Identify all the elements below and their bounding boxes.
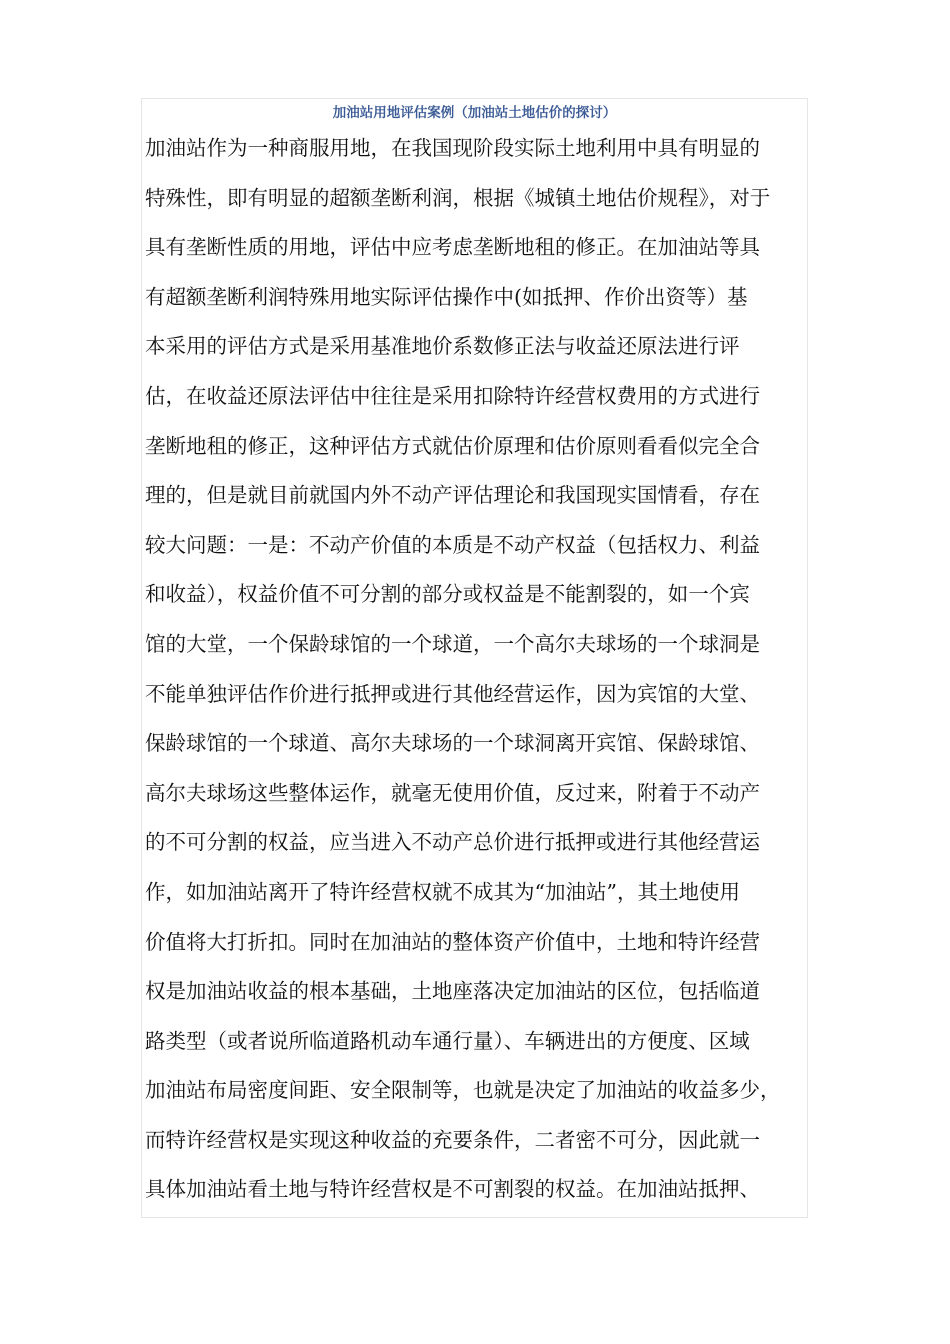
- body-line: 保龄球馆的一个球道、高尔夫球场的一个球洞离开宾馆、保龄球馆、: [145, 731, 760, 756]
- body-line: 高尔夫球场这些整体运作，就毫无使用价值，反过来，附着于不动产: [145, 780, 760, 805]
- body-line: 具有垄断性质的用地，评估中应考虑垄断地租的修正。在加油站等具: [145, 235, 760, 260]
- body-line: 理的，但是就目前就国内外不动产评估理论和我国现实国情看，存在: [145, 483, 760, 508]
- body-line: 具体加油站看土地与特许经营权是不可割裂的权益。在加油站抵押、: [145, 1177, 760, 1202]
- body-line: 价值将大打折扣。同时在加油站的整体资产价值中，土地和特许经营: [145, 929, 760, 954]
- body-line: 作，如加油站离开了特许经营权就不成其为“加油站”，其土地使用: [145, 879, 740, 904]
- body-line: 特殊性，即有明显的超额垄断利润，根据《城镇土地估价规程》，对于: [145, 185, 771, 210]
- body-line: 和收益），权益价值不可分割的部分或权益是不能割裂的，如一个宾: [145, 582, 750, 607]
- body-line: 馆的大堂，一个保龄球馆的一个球道，一个高尔夫球场的一个球洞是: [145, 631, 760, 656]
- body-line: 路类型（或者说所临道路机动车通行量）、车辆进出的方便度、区域: [145, 1028, 750, 1053]
- body-line: 估，在收益还原法评估中往往是采用扣除特许经营权费用的方式进行: [145, 383, 760, 408]
- body-line: 加油站作为一种商服用地，在我国现阶段实际土地利用中具有明显的: [145, 136, 760, 160]
- body-line: 不能单独评估作价进行抵押或进行其他经营运作，因为宾馆的大堂、: [145, 681, 760, 706]
- body-line: 而特许经营权是实现这种收益的充要条件，二者密不可分，因此就一: [145, 1127, 760, 1152]
- document-title: 加油站用地评估案例（加油站土地估价的探讨）: [332, 105, 617, 121]
- body-line: 有超额垄断利润特殊用地实际评估操作中(如抵押、作价出资等）基: [145, 284, 748, 309]
- body-line: 垄断地租的修正，这种评估方式就估价原理和估价原则看看似完全合: [145, 433, 760, 458]
- body-line: 权是加油站收益的根本基础，土地座落决定加油站的区位，包括临道: [145, 979, 760, 1004]
- body-line: 加油站布局密度间距、安全限制等，也就是决定了加油站的收益多少，: [145, 1078, 781, 1103]
- document-body: [145, 124, 815, 1215]
- body-line: 的不可分割的权益，应当进入不动产总价进行抵押或进行其他经营运: [145, 830, 760, 855]
- body-line: 本采用的评估方式是采用基准地价系数修正法与收益还原法进行评: [145, 334, 740, 359]
- body-line: 较大问题：一是：不动产价值的本质是不动产权益（包括权力、利益: [145, 532, 760, 557]
